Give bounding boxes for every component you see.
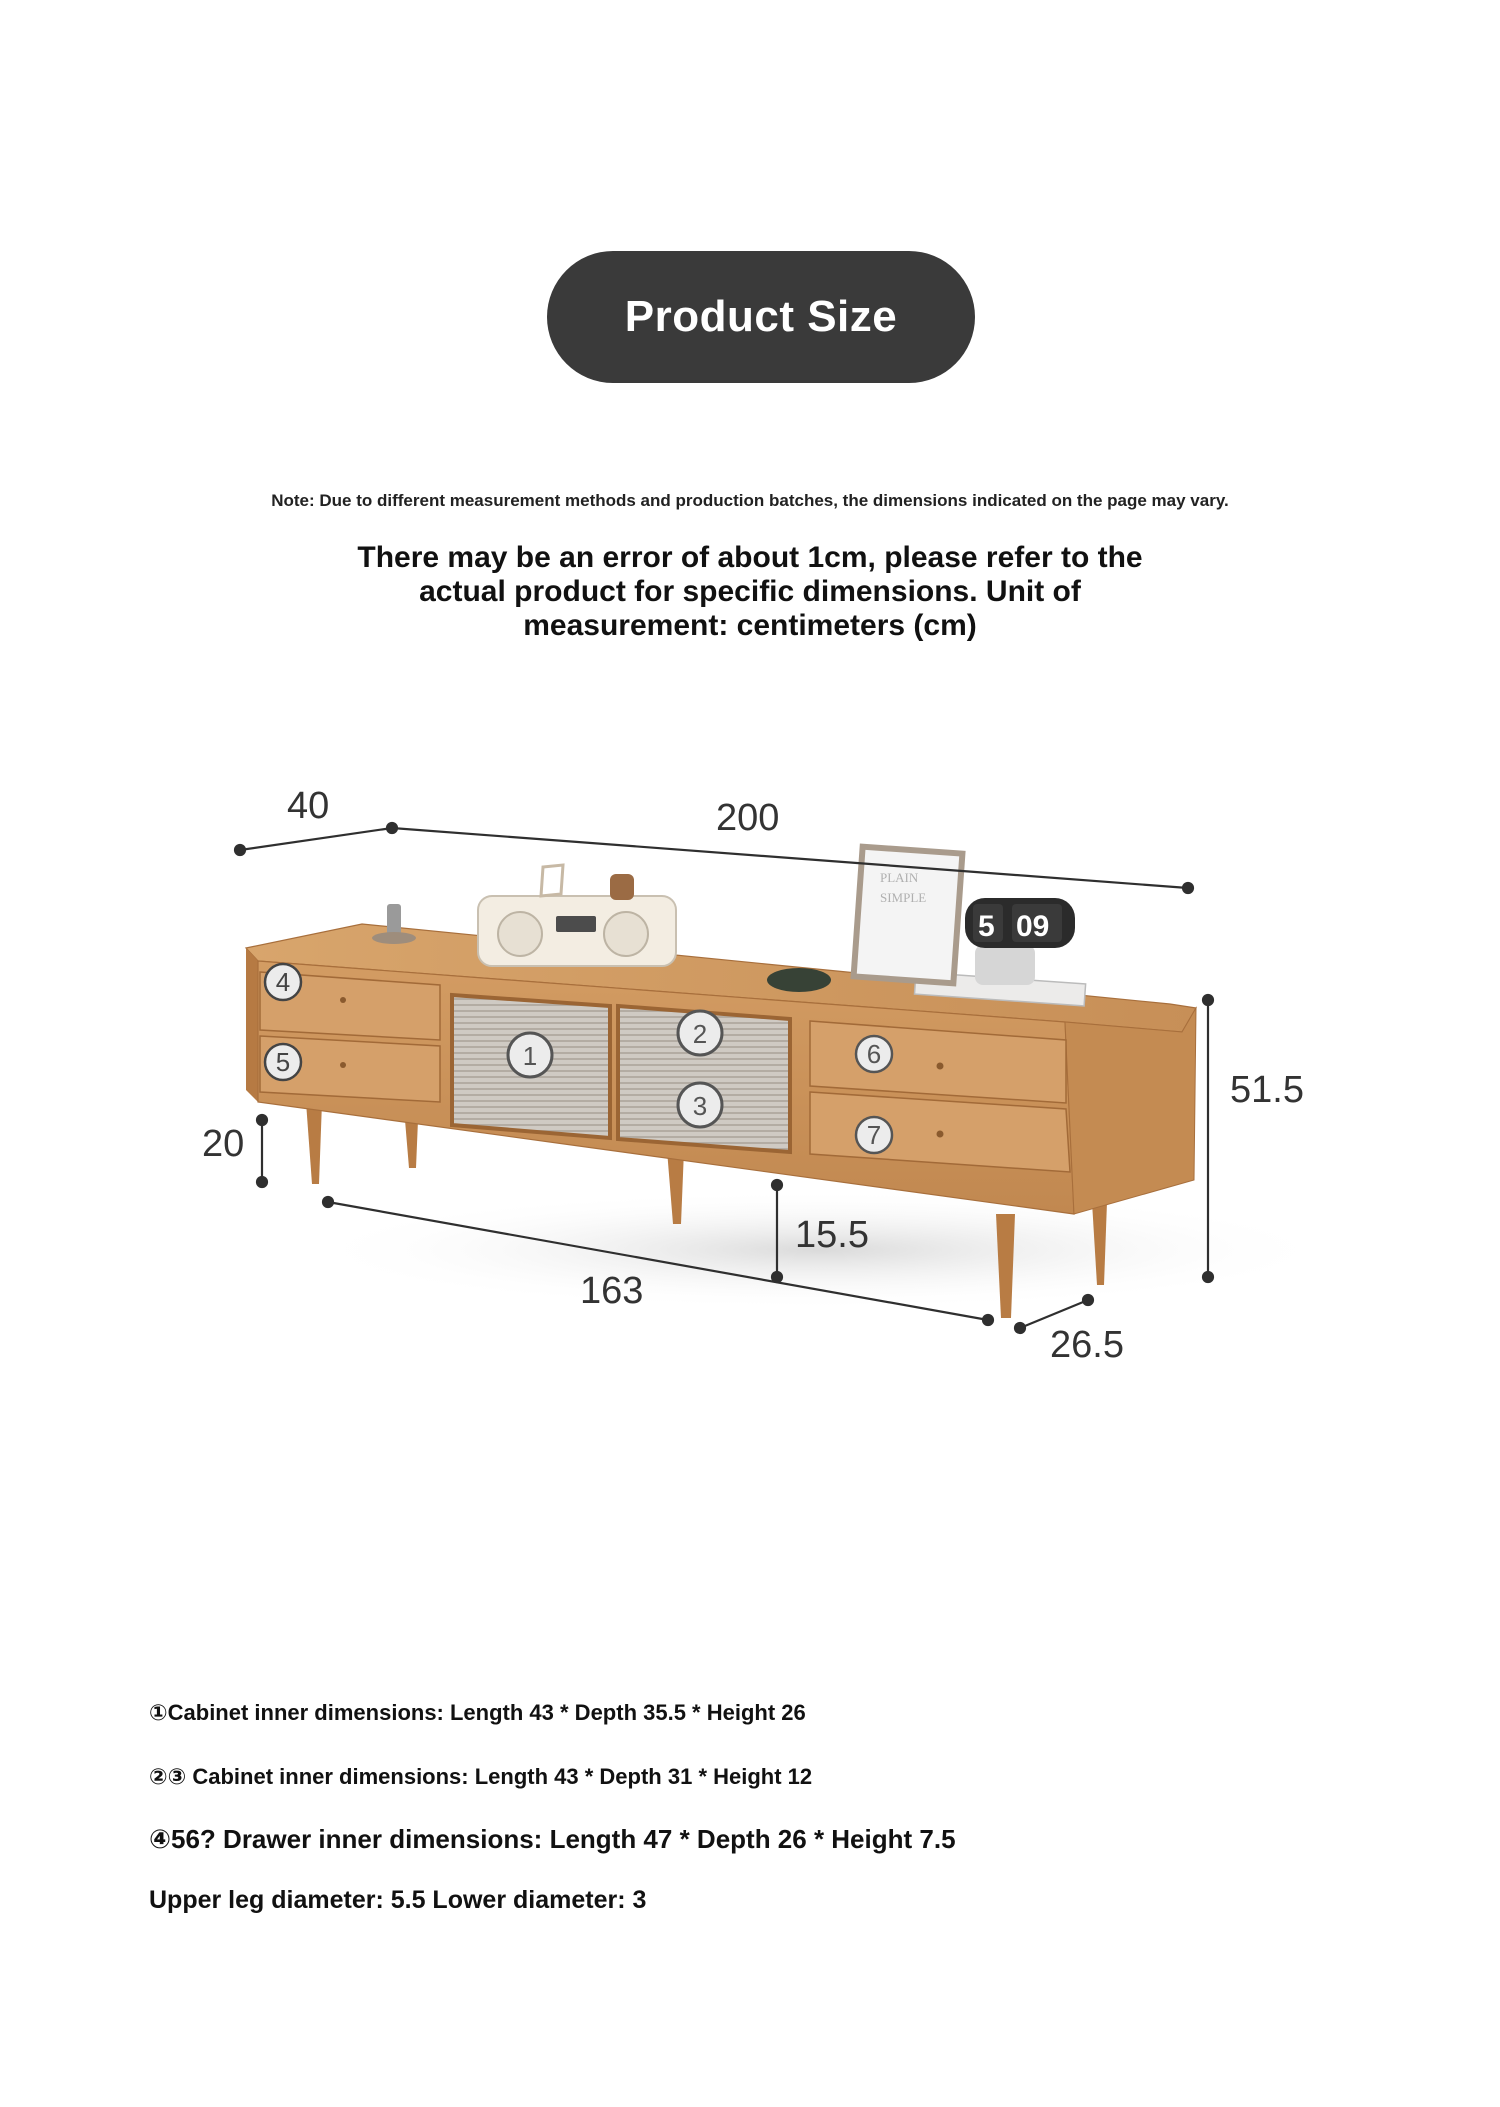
spec-cabinet-2-3: ②③ Cabinet inner dimensions: Length 43 * Depth 31 * Height 12 xyxy=(149,1764,813,1789)
marker-6 xyxy=(856,1036,892,1072)
photo-frame-text-2: SIMPLE xyxy=(880,890,927,905)
clock-digit-2: 09 xyxy=(1016,910,1050,943)
cabinet-left-side xyxy=(246,948,258,1102)
svg-text:1: 1 xyxy=(522,1041,538,1071)
error-note: There may be an error of about 1cm, please refer to the actual product for specific dimensions. Unit of measurement: centimeters (cm) xyxy=(357,541,1143,642)
leg-front-left xyxy=(306,1102,322,1184)
marker-7 xyxy=(856,1117,892,1153)
drawer-6-knob xyxy=(937,1063,944,1070)
marker-4 xyxy=(265,964,301,1000)
drawer-5-knob xyxy=(340,1062,346,1068)
dim-floor-clearance: 15.5 xyxy=(795,1214,869,1256)
ornament xyxy=(541,865,563,896)
dim-leg-spacing: 163 xyxy=(580,1270,644,1312)
dim-leg-height: 20 xyxy=(202,1123,245,1165)
section-title: Product Size xyxy=(624,292,898,341)
drawer-7-knob xyxy=(937,1131,944,1138)
svg-text:2: 2 xyxy=(692,1019,708,1049)
marker-3 xyxy=(678,1083,722,1127)
spec-cabinet-1: ①Cabinet inner dimensions: Length 43 * Depth 35.5 * Height 26 xyxy=(149,1700,806,1725)
cabinet-right-side xyxy=(1065,1008,1196,1214)
photo-frame-text: PLAIN xyxy=(880,870,919,885)
spec-list xyxy=(149,1700,956,1946)
svg-text:4: 4 xyxy=(275,967,291,997)
spec-legs: Upper leg diameter: 5.5 Lower diameter: 3 xyxy=(149,1886,647,1914)
cup-base xyxy=(372,932,416,944)
jar xyxy=(610,874,634,900)
clock-base xyxy=(975,945,1035,985)
leg-back-left xyxy=(405,1120,418,1168)
spec-drawers: ④56? Drawer inner dimensions: Length 47 * Depth 26 * Height 7.5 xyxy=(149,1824,956,1854)
drawer-4-knob xyxy=(340,997,346,1003)
tv-cabinet-diagram xyxy=(0,740,1500,1440)
measurement-note: Note: Due to different measurement methods and production batches, the dimensions indicated on the page may vary. xyxy=(271,491,1229,510)
clock-digit-1: 5 xyxy=(978,910,995,943)
radio-speaker-left xyxy=(498,912,542,956)
radio-display xyxy=(556,916,596,932)
dim-top-length: 200 xyxy=(716,797,780,839)
dim-top-depth: 40 xyxy=(287,785,330,827)
marker-1 xyxy=(508,1033,552,1077)
tv-cabinet-illustration xyxy=(0,740,1500,1440)
svg-text:5: 5 xyxy=(275,1047,291,1077)
svg-text:6: 6 xyxy=(866,1039,882,1069)
svg-text:3: 3 xyxy=(692,1091,708,1121)
dim-depth: 26.5 xyxy=(1050,1324,1124,1366)
svg-text:7: 7 xyxy=(866,1120,882,1150)
dish xyxy=(767,968,831,992)
marker-5 xyxy=(265,1044,301,1080)
section-title-pill xyxy=(547,251,975,383)
dim-height: 51.5 xyxy=(1230,1069,1304,1111)
marker-2 xyxy=(678,1011,722,1055)
radio-speaker-right xyxy=(604,912,648,956)
